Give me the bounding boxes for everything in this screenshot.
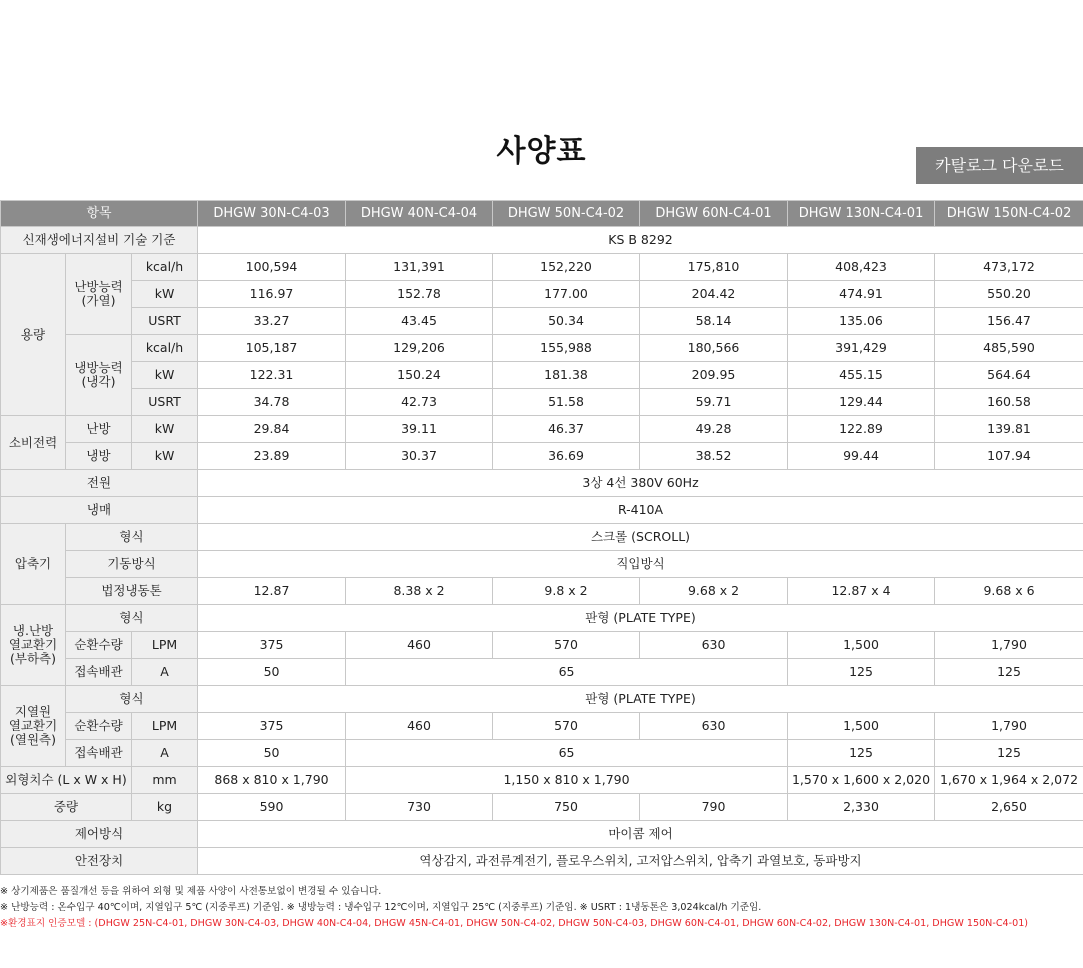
subgroup-label: 형식 (66, 686, 198, 713)
cell-value: 마이콤 제어 (198, 821, 1083, 848)
group-label: 지열원 열교환기 (열원측) (1, 686, 66, 767)
model-header: DHGW 60N-C4-01 (640, 201, 788, 227)
cell-value: 23.89 (198, 443, 346, 470)
table-row (1, 686, 1083, 713)
cell-value: 3상 4선 380V 60Hz (198, 470, 1083, 497)
cell-value: 직입방식 (198, 551, 1083, 578)
cell-value: 180,566 (640, 335, 788, 362)
cell-value: 131,391 (346, 254, 493, 281)
cell-value: 36.69 (493, 443, 640, 470)
unit-label: kg (132, 794, 198, 821)
model-header: DHGW 50N-C4-02 (493, 201, 640, 227)
cell-value: 65 (346, 659, 788, 686)
row-label: 전원 (1, 470, 198, 497)
unit-label: kcal/h (132, 254, 198, 281)
cell-value: 730 (346, 794, 493, 821)
cell-value: 8.38 x 2 (346, 578, 493, 605)
cell-value: 1,150 x 810 x 1,790 (346, 767, 788, 794)
row-label: 제어방식 (1, 821, 198, 848)
cell-value: 116.97 (198, 281, 346, 308)
cell-value: 150.24 (346, 362, 493, 389)
table-row (1, 470, 1083, 497)
subgroup-label: 냉방능력 (냉각) (66, 335, 132, 416)
cell-value: 155,988 (493, 335, 640, 362)
footnote-certified-models: ※환경표지 인증모델 : (DHGW 25N-C4-01, DHGW 30N-C4-03, DHGW 40N-C4-04, DHGW 45N-C4-01, DHGW 50N-C4-02, DHGW 50N-C4-03, DHGW 60N-C4-01, DHGW 60N-C4-02, DHGW 130N-C4-01, DHGW 150N-C4-01) (0, 918, 1029, 929)
cell-value: 485,590 (935, 335, 1083, 362)
table-row (1, 767, 1083, 794)
table-row (1, 578, 1083, 605)
cell-value: 125 (788, 740, 935, 767)
cell-value: 12.87 x 4 (788, 578, 935, 605)
cell-value: 판형 (PLATE TYPE) (198, 686, 1083, 713)
cell-value: 42.73 (346, 389, 493, 416)
cell-value: 630 (640, 713, 788, 740)
cell-value: 750 (493, 794, 640, 821)
cell-value: 129,206 (346, 335, 493, 362)
unit-label: kW (132, 281, 198, 308)
cell-value: 125 (788, 659, 935, 686)
unit-label: kW (132, 416, 198, 443)
cell-value: 34.78 (198, 389, 346, 416)
subgroup-label: 형식 (66, 605, 198, 632)
cell-value: 역상감지, 과전류계전기, 플로우스위치, 고저압스위치, 압축기 과열보호, 동파방지 (198, 848, 1083, 875)
table-row (1, 497, 1083, 524)
row-label: 중량 (1, 794, 132, 821)
cell-value: 1,790 (935, 632, 1083, 659)
cell-value: 99.44 (788, 443, 935, 470)
table-row (1, 605, 1083, 632)
cell-value: 570 (493, 632, 640, 659)
cell-value: 391,429 (788, 335, 935, 362)
cell-value: 9.68 x 2 (640, 578, 788, 605)
group-label: 압축기 (1, 524, 66, 605)
cell-value: 9.8 x 2 (493, 578, 640, 605)
cell-value: 175,810 (640, 254, 788, 281)
unit-label: kW (132, 443, 198, 470)
table-row (1, 551, 1083, 578)
subgroup-label: 순환수량 (66, 632, 132, 659)
cell-value: 122.31 (198, 362, 346, 389)
cell-value: 100,594 (198, 254, 346, 281)
unit-label: USRT (132, 308, 198, 335)
model-header: DHGW 150N-C4-02 (935, 201, 1083, 227)
cell-value: 2,650 (935, 794, 1083, 821)
table-row (1, 821, 1083, 848)
cell-value: 107.94 (935, 443, 1083, 470)
subgroup-label: 법정냉동톤 (66, 578, 198, 605)
subgroup-label: 순환수량 (66, 713, 132, 740)
cell-value: 스크롤 (SCROLL) (198, 524, 1083, 551)
cell-value: 1,500 (788, 713, 935, 740)
cell-value: 1,670 x 1,964 x 2,072 (935, 767, 1083, 794)
table-row (1, 632, 1083, 659)
subgroup-label: 접속배관 (66, 740, 132, 767)
unit-label: LPM (132, 632, 198, 659)
cell-value: 1,790 (935, 713, 1083, 740)
table-row (1, 713, 1083, 740)
cell-value: 50.34 (493, 308, 640, 335)
footnote: ※ 난방능력 : 온수입구 40℃이며, 지열입구 5℃ (지중루프) 기준임. ※ 냉방능력 : 냉수입구 12℃이며, 지열입구 25℃ (지중루프) 기준임. ※ USRT : 1냉동톤은 3,024kcal/h 기준임. (0, 902, 762, 913)
unit-label: A (132, 659, 198, 686)
cell-value: 1,570 x 1,600 x 2,020 (788, 767, 935, 794)
group-label: 소비전력 (1, 416, 66, 470)
cell-value: 630 (640, 632, 788, 659)
cell-value: 570 (493, 713, 640, 740)
row-label: 신재생에너지설비 기술 기준 (1, 227, 198, 254)
spec-table (0, 200, 1083, 875)
cell-value: 160.58 (935, 389, 1083, 416)
cell-value: 2,330 (788, 794, 935, 821)
cell-value: 204.42 (640, 281, 788, 308)
cell-value: 43.45 (346, 308, 493, 335)
table-row (1, 335, 1083, 362)
cell-value: 49.28 (640, 416, 788, 443)
cell-value: 152,220 (493, 254, 640, 281)
page-title: 사양표 (496, 134, 587, 169)
cell-value: 460 (346, 713, 493, 740)
cell-value: 152.78 (346, 281, 493, 308)
table-row (1, 308, 1083, 335)
cell-value: 125 (935, 659, 1083, 686)
row-label: 안전장치 (1, 848, 198, 875)
catalog-download-button[interactable]: 카탈로그 다운로드 (916, 147, 1083, 184)
cell-value: 39.11 (346, 416, 493, 443)
cell-value: 209.95 (640, 362, 788, 389)
header-row (1, 201, 1083, 227)
subgroup-label: 냉방 (66, 443, 132, 470)
table-row (1, 281, 1083, 308)
table-row (1, 848, 1083, 875)
table-row (1, 389, 1083, 416)
cell-value: 46.37 (493, 416, 640, 443)
unit-label: A (132, 740, 198, 767)
cell-value: 50 (198, 740, 346, 767)
cell-value: 12.87 (198, 578, 346, 605)
cell-value: 474.91 (788, 281, 935, 308)
cell-value: 790 (640, 794, 788, 821)
cell-value: 129.44 (788, 389, 935, 416)
subgroup-label: 형식 (66, 524, 198, 551)
row-label: 외형치수 (L x W x H) (1, 767, 132, 794)
model-header: DHGW 130N-C4-01 (788, 201, 935, 227)
group-label: 용량 (1, 254, 66, 416)
unit-label: mm (132, 767, 198, 794)
cell-value: 30.37 (346, 443, 493, 470)
row-label: 냉매 (1, 497, 198, 524)
footnotes (0, 884, 1083, 932)
cell-value: 판형 (PLATE TYPE) (198, 605, 1083, 632)
table-row (1, 524, 1083, 551)
table-row (1, 740, 1083, 767)
table-row (1, 443, 1083, 470)
model-header: DHGW 30N-C4-03 (198, 201, 346, 227)
cell-value: 181.38 (493, 362, 640, 389)
cell-value: 139.81 (935, 416, 1083, 443)
cell-value: 33.27 (198, 308, 346, 335)
cell-value: 50 (198, 659, 346, 686)
cell-value: 408,423 (788, 254, 935, 281)
table-row (1, 227, 1083, 254)
cell-value: 375 (198, 632, 346, 659)
cell-value: 156.47 (935, 308, 1083, 335)
cell-value: 460 (346, 632, 493, 659)
cell-value: 177.00 (493, 281, 640, 308)
cell-value: 473,172 (935, 254, 1083, 281)
table-row (1, 254, 1083, 281)
cell-value: KS B 8292 (198, 227, 1083, 254)
unit-label: LPM (132, 713, 198, 740)
table-row (1, 362, 1083, 389)
cell-value: R-410A (198, 497, 1083, 524)
cell-value: 868 x 810 x 1,790 (198, 767, 346, 794)
subgroup-label: 기동방식 (66, 551, 198, 578)
footnote: ※ 상기제품은 품질개선 등을 위하여 외형 및 제품 사양이 사전통보없이 변경될 수 있습니다. (0, 886, 382, 897)
cell-value: 105,187 (198, 335, 346, 362)
unit-label: kW (132, 362, 198, 389)
cell-value: 65 (346, 740, 788, 767)
cell-value: 59.71 (640, 389, 788, 416)
unit-label: kcal/h (132, 335, 198, 362)
cell-value: 375 (198, 713, 346, 740)
cell-value: 550.20 (935, 281, 1083, 308)
table-row (1, 794, 1083, 821)
cell-value: 51.58 (493, 389, 640, 416)
subgroup-label: 난방능력 (가열) (66, 254, 132, 335)
unit-label: USRT (132, 389, 198, 416)
cell-value: 9.68 x 6 (935, 578, 1083, 605)
cell-value: 125 (935, 740, 1083, 767)
header-item: 항목 (1, 201, 198, 227)
table-row (1, 416, 1083, 443)
cell-value: 564.64 (935, 362, 1083, 389)
table-row (1, 659, 1083, 686)
cell-value: 135.06 (788, 308, 935, 335)
group-label: 냉.난방 열교환기 (부하측) (1, 605, 66, 686)
cell-value: 58.14 (640, 308, 788, 335)
cell-value: 38.52 (640, 443, 788, 470)
cell-value: 1,500 (788, 632, 935, 659)
cell-value: 455.15 (788, 362, 935, 389)
cell-value: 590 (198, 794, 346, 821)
cell-value: 29.84 (198, 416, 346, 443)
subgroup-label: 난방 (66, 416, 132, 443)
model-header: DHGW 40N-C4-04 (346, 201, 493, 227)
subgroup-label: 접속배관 (66, 659, 132, 686)
cell-value: 122.89 (788, 416, 935, 443)
